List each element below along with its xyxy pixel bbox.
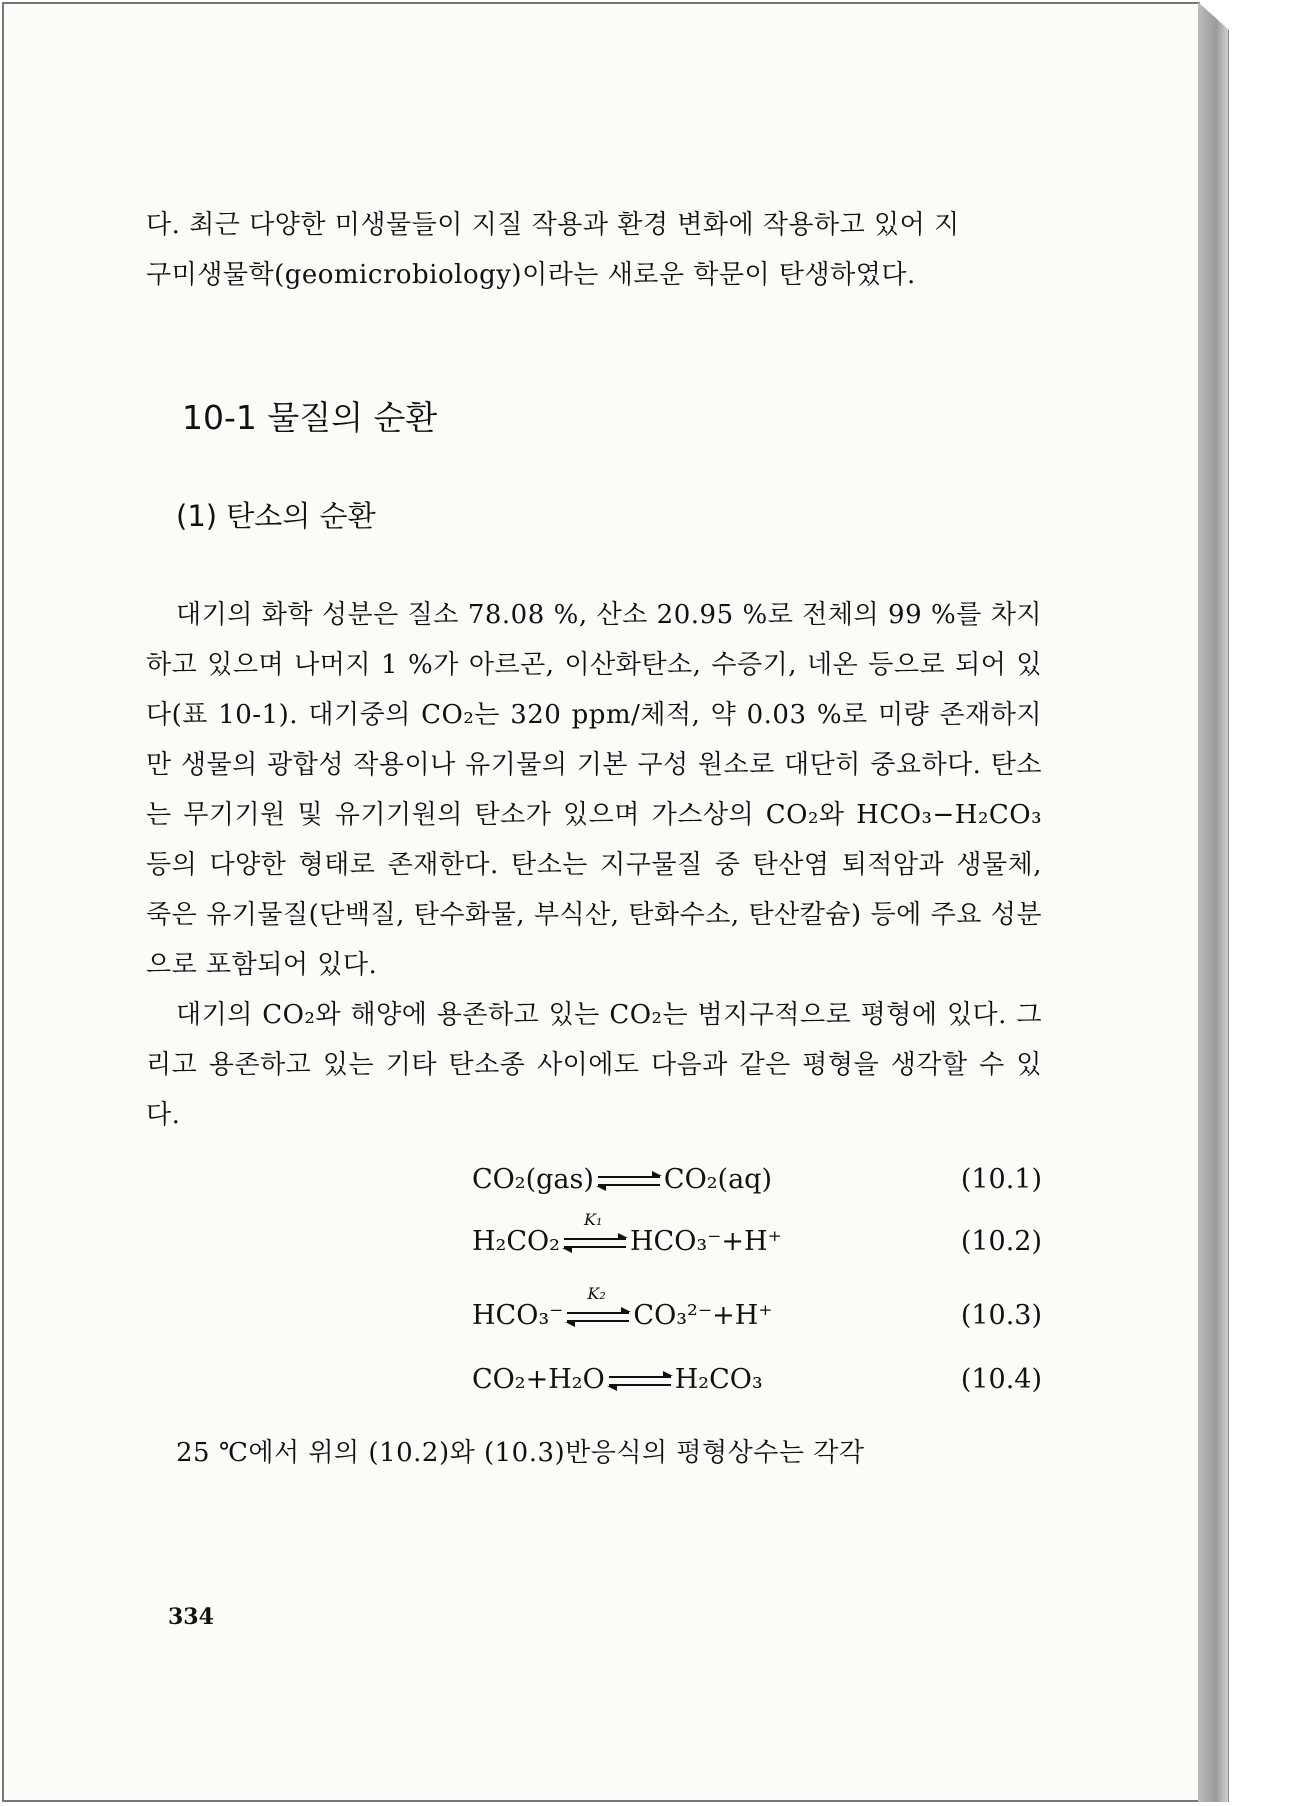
closing-line: 25 ℃에서 위의 (10.2)와 (10.3)반응식의 평형상수는 각각 [176,1438,865,1468]
equation-rhs: HCO₃⁻+H⁺ [630,1226,782,1257]
equation-lhs: HCO₃⁻ [472,1300,564,1331]
equation-10-2 [472,1209,1042,1257]
equation-lhs: CO₂+H₂O [472,1364,605,1395]
book-page [2,2,1200,1802]
equilibrium-constant: K₂ [587,1283,606,1303]
equation-number: (10.2) [960,1226,1042,1257]
paragraph-co2-equilibrium: 대기의 CO₂와 해양에 용존하고 있는 CO₂는 범지구적으로 평형에 있다. 그리고 용존하고 있는 기타 탄소종 사이에도 다음과 같은 평형을 생각할 수 있다. [146,1000,1042,1130]
equation-rhs: CO₃²⁻+H⁺ [633,1300,773,1331]
equation-10-4 [472,1364,1042,1395]
equilibrium-arrow-icon [567,1283,629,1326]
intro-line-1: 다. 최근 다양한 미생물들이 지질 작용과 환경 변화에 작용하고 있어 지 [146,210,960,240]
equilibrium-arrow-icon [598,1172,660,1190]
book-spine [1198,2,1229,1802]
equation-rhs: H₂CO₃ [674,1364,763,1395]
equilibrium-arrow-icon [609,1372,671,1390]
equilibrium-constant: K₁ [584,1209,603,1229]
section-title: 10-1 물질의 순환 [182,398,438,437]
equation-number: (10.1) [960,1164,1042,1195]
paragraph-carbon-composition: 대기의 화학 성분은 질소 78.08 %, 산소 20.95 %로 전체의 99 %를 차지하고 있으며 나머지 1 %가 아르곤, 이산화탄소, 수증기, 네온 등으로 되어 있다(표 10-1). 대기중의 CO₂는 320 ppm/체적, 약 0.03 %로 미량 존재하지만 생물의 광합성 작용이나 유기물의 기본 구성 원소로 대단히 중요하다. 탄소는 무기기원 및 유기기원의 탄소가 있으며 가스상의 CO₂와 HCO₃−H₂CO₃ 등의 다양한 형태로 존재한다. 탄소는 지구물질 중 탄산염 퇴적암과 생물체, 죽은 유기물질(단백질, 탄수화물, 부식산, 탄화수소, 탄산칼슘) 등에 주요 성분으로 포함되어 있다. [146,600,1042,980]
equation-10-3 [472,1283,1042,1331]
equation-10-1 [472,1164,1042,1195]
subsection-title: (1) 탄소의 순환 [176,499,376,533]
equation-number: (10.4) [960,1364,1042,1395]
equation-lhs: H₂CO₂ [472,1226,560,1257]
equation-number: (10.3) [960,1300,1042,1331]
page-number: 334 [168,1604,214,1630]
equation-rhs: CO₂(aq) [663,1164,772,1195]
intro-line-2: 구미생물학(geomicrobiology)이라는 새로운 학문이 탄생하였다. [146,260,916,290]
equation-lhs: CO₂(gas) [472,1164,594,1195]
equilibrium-arrow-icon [564,1209,626,1252]
